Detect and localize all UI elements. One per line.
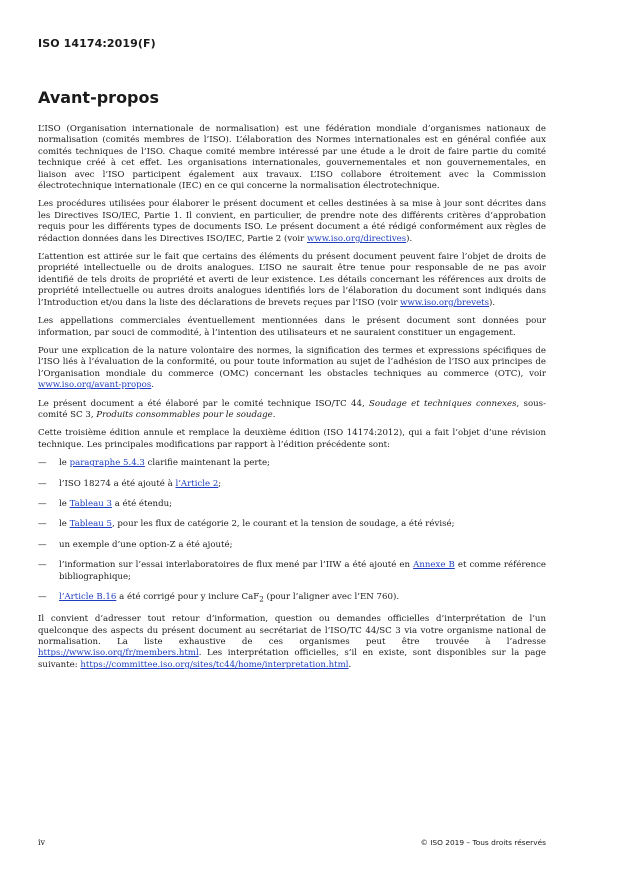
- list-item: — l’information sur l’essai interlaboratoires de flux mené par l’IIW a été ajouté en Annexe B et comme référence bibliographique;: [38, 560, 547, 582]
- list-item: — l’ISO 18274 a été ajouté à l’Article 2;: [38, 478, 222, 489]
- paragraph-iso-intro: L’ISO (Organisation internationale de normalisation) est une fédération mondiale d’organismes nationaux de normalisation (comités membres de l’ISO). L’élaboration des Normes internationales est en général confiée aux comités techniques de l’ISO. Chaque comité membre intéressé par une étude a le droit de faire partie du comité technique créé à cet effet. Les organisations internationales, gouvernementales et non gouvernementales, en liaison avec l’ISO participent également aux travaux. L’ISO collabore étroitement avec la Commission électrotechnique internationale (IEC) en ce qui concerne la normalisation électrotechnique.: [38, 124, 546, 192]
- link-article-2[interactable]: l’Article 2: [175, 478, 219, 489]
- copyright-notice: © ISO 2019 – Tous droits réservés: [420, 838, 546, 847]
- link-interpretation[interactable]: https://committee.iso.org/sites/tc44/home/interpretation.html: [80, 659, 349, 670]
- paragraph-edition: Cette troisième édition annule et remplace la deuxième édition (ISO 14174:2012), qui a fait l’objet d’une révision technique. Les principales modifications par rapport à l’édition précédente sont:: [38, 428, 546, 450]
- paragraph-committee: Le présent document a été élaboré par le comité technique ISO/TC 44, Soudage et techniques connexes, sous-comité SC 3, Produits consommables pour le soudage.: [38, 398, 546, 420]
- list-item: — le Tableau 3 a été étendu;: [38, 498, 173, 509]
- document-body: [38, 124, 546, 678]
- paragraph-trade-names: Les appellations commerciales éventuellement mentionnées dans le présent document sont données pour information, par souci de commodité, à l’intention des utilisateurs et ne sauraient constituer un engagement.: [38, 316, 546, 338]
- link-avant-propos[interactable]: www.iso.org/avant-propos: [38, 380, 152, 391]
- link-tableau-5[interactable]: Tableau 5: [69, 519, 112, 530]
- list-item: — le paragraphe 5.4.3 clarifie maintenant la perte;: [38, 458, 270, 469]
- paragraph-feedback: Il convient d’adresser tout retour d’information, question ou demandes officielles d’interprétation de l’un quelconque des aspects du présent document au secrétariat de l’ISO/TC 44/SC 3 via votre organisme national de normalisation. La liste exhaustive de ces organismes peut être trouvée à l’adresse https://www.iso.org/fr/members.html. Les interprétation officielles, s’il en existe, sont disponibles sur la page suivante: https://committee.iso.org/sites/tc44/home/interpretation.html.: [38, 614, 546, 670]
- list-item: — le Tableau 5, pour les flux de catégorie 2, le courant et la tension de soudage, a été révisé;: [38, 519, 455, 530]
- list-item: — un exemple d’une option-Z a été ajouté;: [38, 539, 233, 550]
- page-title: Avant-propos: [38, 88, 160, 107]
- link-annexe-b[interactable]: Annexe B: [413, 560, 455, 571]
- link-paragraphe-5-4-3[interactable]: paragraphe 5.4.3: [69, 458, 145, 469]
- paragraph-voluntary-nature: Pour une explication de la nature volontaire des normes, la signification des termes et expressions spécifiques de l’ISO liés à l’évaluation de la conformité, ou pour toute information au sujet de l’adhésion de l’ISO aux principes de l’Organisation mondiale du commerce (OMC) concernant les obstacles techniques au commerce (OTC), voir www.iso.org/avant-propos.: [38, 345, 546, 391]
- standard-reference: ISO 14174:2019(F): [38, 37, 156, 50]
- link-tableau-3[interactable]: Tableau 3: [69, 498, 112, 509]
- link-directives[interactable]: www.iso.org/directives: [306, 233, 407, 244]
- paragraph-procedures: Les procédures utilisées pour élaborer le présent document et celles destinées à sa mise à jour sont décrites dans les Directives ISO/IEC, Partie 1. Il convient, en particulier, de prendre note des différents critères d’approbation requis pour les différents types de documents ISO. Le présent document a été rédigé conformément aux règles de rédaction données dans les Directives ISO/IEC, Partie 2 (voir www.iso.org/directives).: [38, 199, 546, 244]
- paragraph-patents: L’attention est attirée sur le fait que certains des éléments du présent document peuvent faire l’objet de droits de propriété intellectuelle ou de droits analogues. L’ISO ne saurait être tenue pour responsable de ne pas avoir identifié de tels droits de propriété et averti de leur existence. Les détails concernant les références aux droits de propriété intellectuelle ou autres droits analogues identifiés lors de l’élaboration du document sont indiqués dans l’Introduction et/ou dans la liste des déclarations de brevets reçues par l’ISO (voir www.iso.org/brevets).: [38, 252, 546, 308]
- link-article-b16[interactable]: l’Article B.16: [59, 592, 117, 602]
- link-brevets[interactable]: www.iso.org/brevets: [400, 297, 490, 308]
- list-item: — l’Article B.16 a été corrigé pour y inclure CaF$_2$ (pour l’aligner avec l’EN 760).: [38, 592, 400, 604]
- page-number: iv: [38, 838, 46, 847]
- link-members[interactable]: https://www.iso.org/fr/members.html: [38, 648, 199, 659]
- changes-list: [38, 458, 546, 605]
